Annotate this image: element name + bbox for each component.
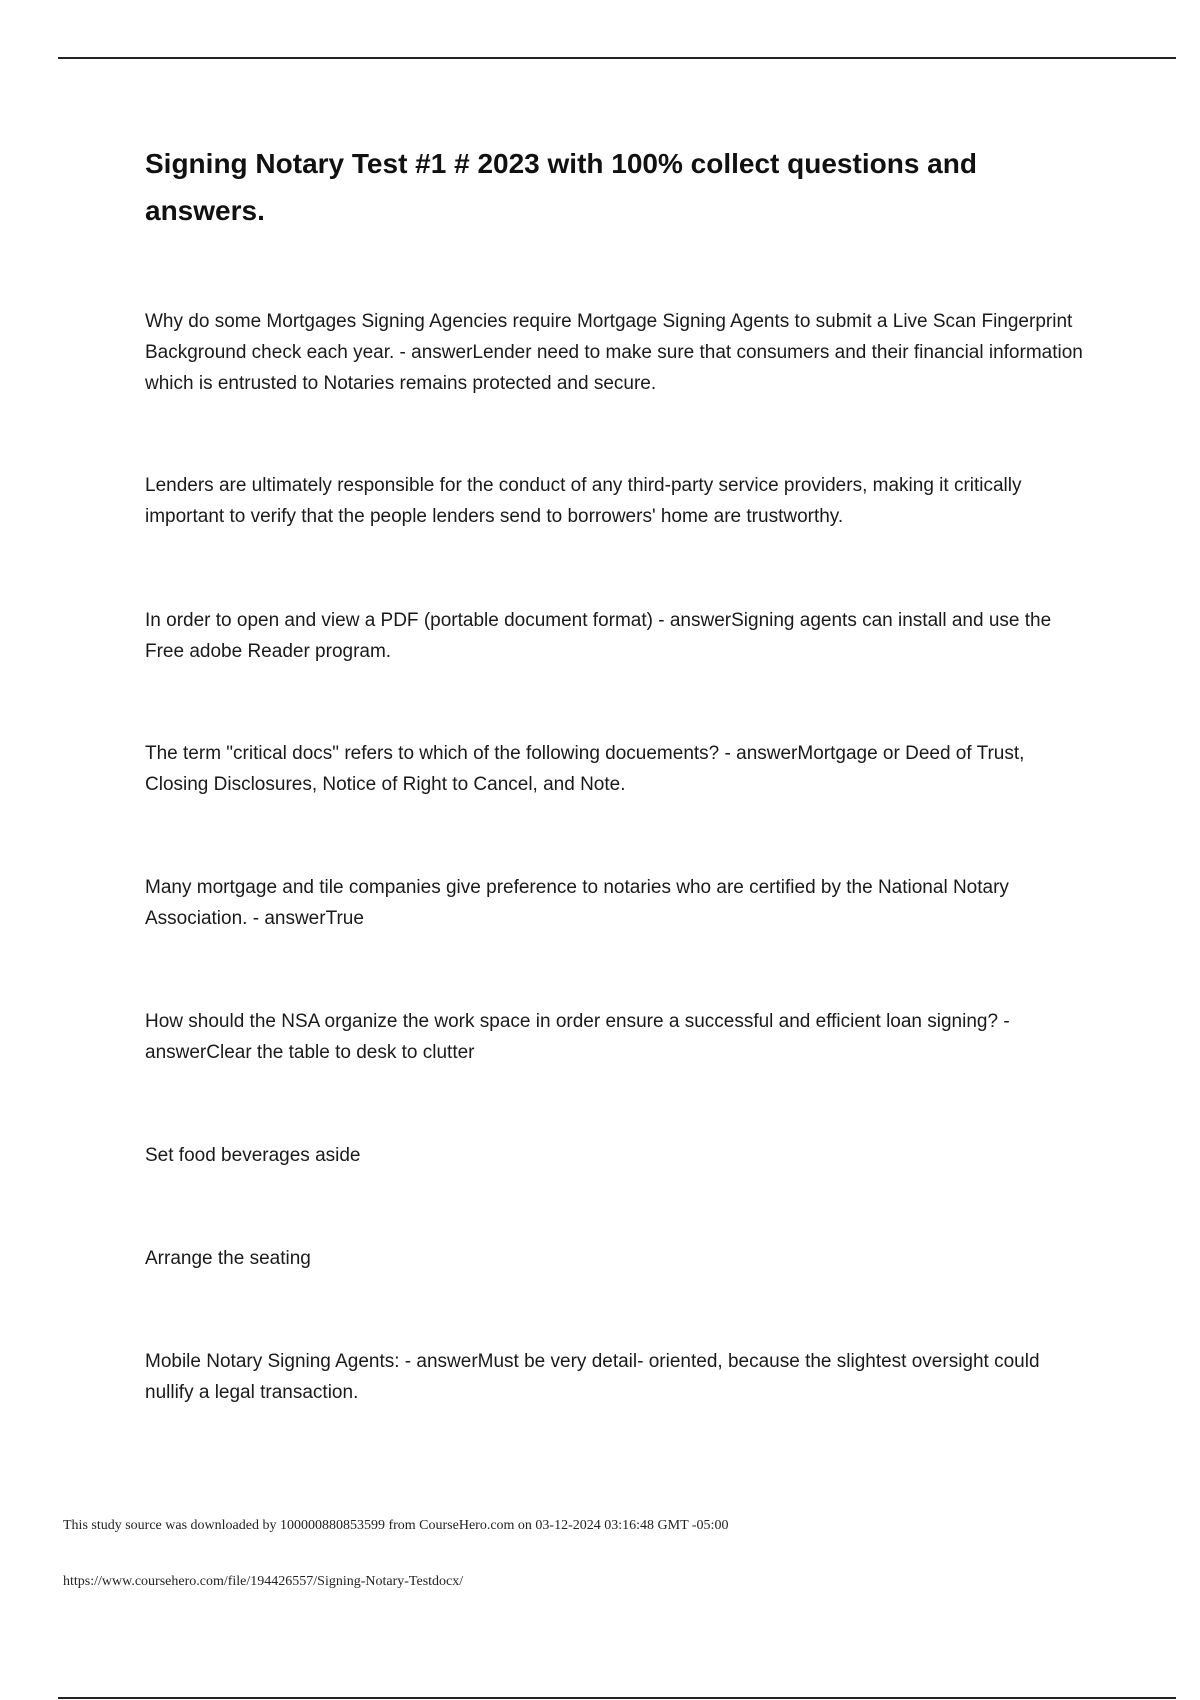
bottom-rule — [58, 1697, 1176, 1699]
paragraph-lender-responsibility: Lenders are ultimately responsible for the conduct of any third-party service providers, making it critically important to verify that the people lenders send to borrowers' home are trustworthy. — [145, 475, 1022, 527]
paragraph-workspace-question: How should the NSA organize the work space in order ensure a successful and efficient loan signing? - answerClear the table to desk to clutter — [145, 1011, 1010, 1063]
paragraph-critical-docs-question: The term "critical docs" refers to which of the following docuements? - answerMortgage or Deed of Trust, Closing Disclosures, Notice of Right to Cancel, and Note. — [145, 743, 1025, 795]
paragraph-nna-certification-question: Many mortgage and tile companies give preference to notaries who are certified by the National Notary Association. - answerTrue — [145, 877, 1009, 929]
paragraph-pdf-question: In order to open and view a PDF (portable document format) - answerSigning agents can install and use the Free adobe Reader program. — [145, 610, 1052, 662]
top-rule — [58, 57, 1176, 59]
paragraph-food-beverages: Set food beverages aside — [145, 1145, 361, 1166]
document-title: Signing Notary Test #1 # 2023 with 100% collect questions and answers. — [145, 148, 977, 226]
download-source-note: This study source was downloaded by 100000880853599 from CourseHero.com on 03-12-2024 03:16:48 GMT -05:00 — [63, 1518, 729, 1533]
source-url[interactable]: https://www.coursehero.com/file/194426557/Signing-Notary-Testdocx/ — [63, 1574, 464, 1589]
paragraph-detail-oriented-question: Mobile Notary Signing Agents: - answerMust be very detail- oriented, because the slightest oversight could nullify a legal transaction. — [145, 1351, 1040, 1403]
paragraph-fingerprint-question: Why do some Mortgages Signing Agencies require Mortgage Signing Agents to submit a Live Scan Fingerprint Background check each year. - answerLender need to make sure that consumers and their financial information which is entrusted to Notaries remains protected and secure. — [145, 311, 1083, 394]
paragraph-seating: Arrange the seating — [145, 1248, 311, 1269]
